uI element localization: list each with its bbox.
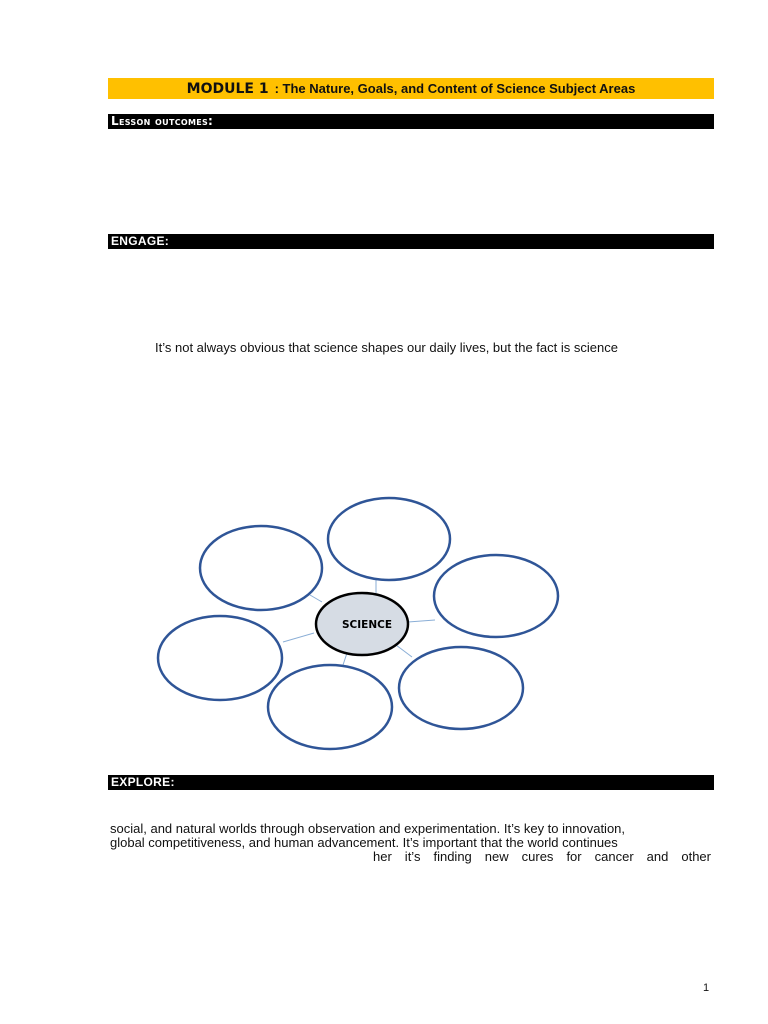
explore-line-3: her it’s finding new cures for cancer and other — [373, 849, 711, 864]
node-left — [158, 616, 282, 700]
explore-label: EXPLORE: — [111, 775, 175, 789]
lesson-outcomes-heading — [108, 114, 714, 129]
node-bottom — [268, 665, 392, 749]
module-title: : The Nature, Goals, and Content of Science Subject Areas — [274, 81, 636, 96]
explore-line-1: social, and natural worlds through observation and experimentation. It’s key to innovation, — [110, 821, 626, 836]
node-right — [434, 555, 558, 637]
science-center-label: SCIENCE — [341, 619, 393, 631]
connector-bottom-right — [396, 645, 412, 657]
engage-heading — [108, 234, 714, 249]
module-title-bar — [108, 78, 714, 99]
explore-line-2: global competitiveness, and human advancement. It’s important that the world continues — [110, 835, 618, 850]
connector-left — [283, 633, 314, 642]
module-label: MODULE 1 — [186, 80, 269, 97]
node-top-left — [200, 526, 322, 610]
connector-bottom — [343, 653, 347, 665]
connector-top-left — [310, 595, 322, 602]
page-number: 1 — [703, 982, 710, 994]
explore-heading — [108, 775, 714, 790]
node-top — [328, 498, 450, 580]
engage-paragraph: It’s not always obvious that science shapes our daily lives, but the fact is science — [155, 340, 618, 355]
connector-right — [408, 620, 435, 622]
science-concept-diagram — [150, 495, 570, 760]
node-bottom-right — [399, 647, 523, 729]
engage-label: ENGAGE: — [111, 234, 170, 248]
lesson-outcomes-label: Lesson outcomes: — [111, 114, 214, 128]
